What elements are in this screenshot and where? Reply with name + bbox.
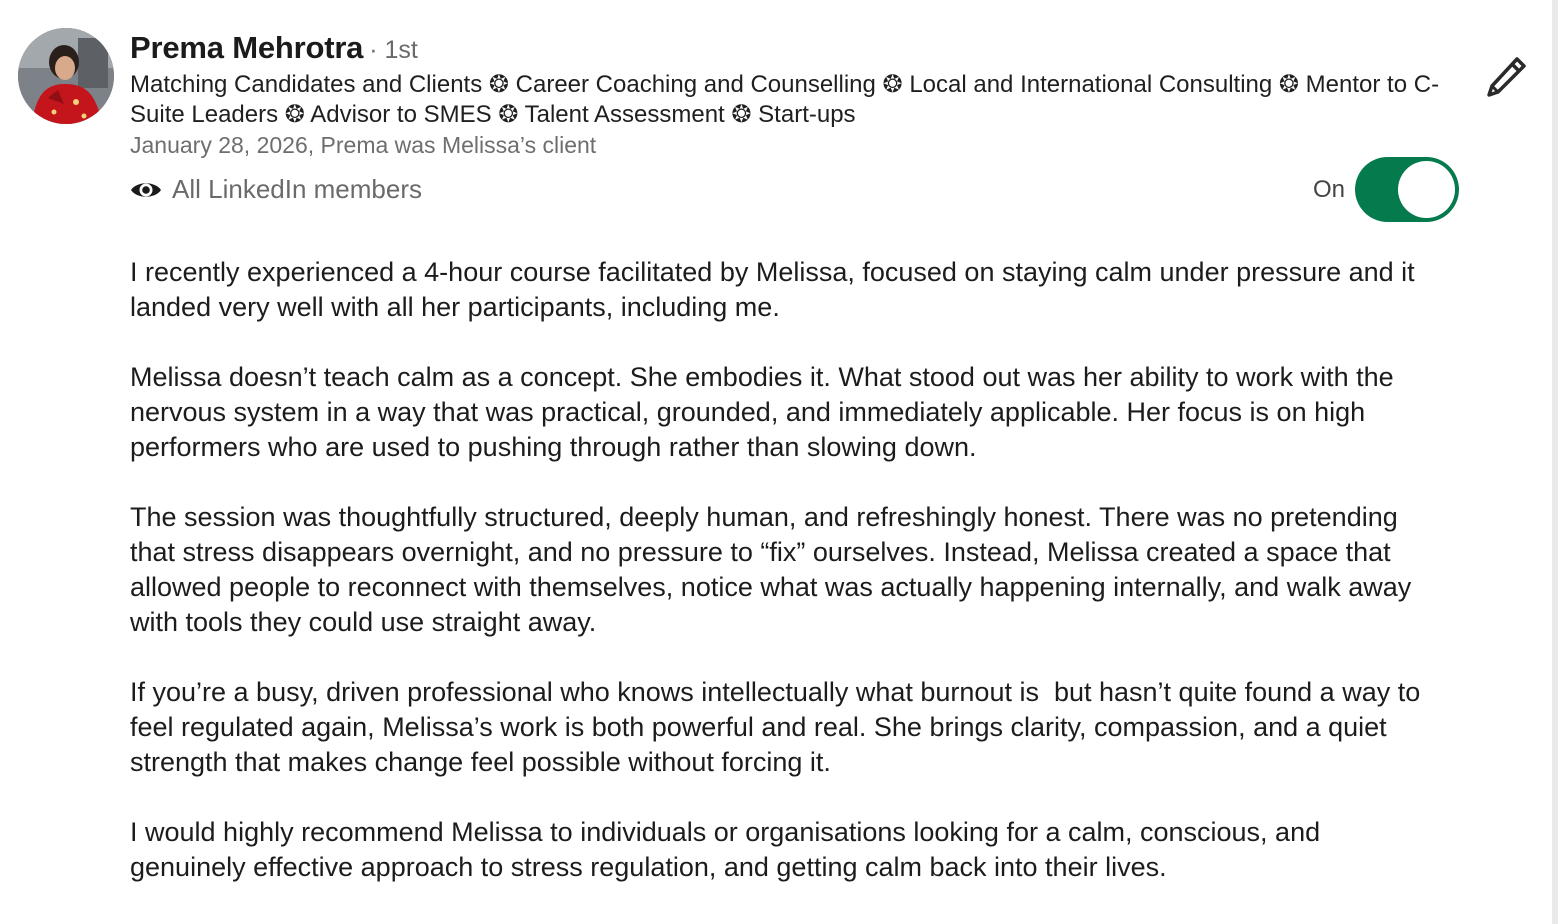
visibility-label: All LinkedIn members: [172, 174, 422, 204]
recommendation-text: [130, 255, 1430, 920]
author-headline: Matching Candidates and Clients ❂ Career Coaching and Counselling ❂ Local and International Consulting ❂ Mentor to C-Suite Leaders ❂ Advisor to SMES ❂ Talent Assessment ❂ Start-ups: [130, 71, 1440, 128]
toggle-knob: [1398, 161, 1455, 218]
recommendation-paragraph: Melissa doesn’t teach calm as a concept. She embodies it. What stood out was her ability to work with the nervous system in a way that was practical, grounded, and immediately applicable. Her focus is on high performers who are used to pushing through rather than slowing down.: [130, 362, 1402, 462]
recommendation-paragraph: If you’re a busy, driven professional who knows intellectually what burnout is but hasn’t quite found a way to feel regulated again, Melissa’s work is both powerful and real. She brings clarity, compassion, and a quiet strength that makes change feel possible without forcing it.: [130, 677, 1428, 777]
name-row: [130, 30, 1450, 68]
recommendation-paragraph: The session was thoughtfully structured, deeply human, and refreshingly honest. There was no pretending that stress disappears overnight, and no pressure to “fix” ourselves. Instead, Melissa created a space that allowed people to reconnect with themselves, notice what was actually happening internally, and walk away with tools they could use straight away.: [130, 502, 1419, 637]
recommendation-paragraph: I recently experienced a 4-hour course facilitated by Melissa, focused on staying calm under pressure and it landed very well with all her participants, including me.: [130, 257, 1423, 322]
author-name[interactable]: Prema Mehrotra: [130, 30, 364, 65]
toggle-state-label: On: [1313, 175, 1346, 203]
recommendation-date: January 28, 2026, Prema was Melissa’s client: [130, 132, 597, 158]
visibility-toggle-group: [1313, 157, 1459, 222]
edit-recommendation-button[interactable]: [1484, 55, 1528, 99]
recommendation-header: [130, 30, 1450, 160]
visibility-setting: [130, 174, 422, 205]
pencil-icon: [1484, 55, 1528, 99]
eye-icon: [130, 179, 162, 201]
author-avatar[interactable]: [18, 28, 114, 124]
connection-degree: · 1st: [369, 36, 418, 64]
recommendation-paragraph: I would highly recommend Melissa to individuals or organisations looking for a calm, conscious, and genuinely effective approach to stress regulation, and getting calm back into their lives.: [130, 817, 1328, 882]
scrollbar-track[interactable]: [1552, 0, 1558, 924]
visibility-toggle[interactable]: [1355, 157, 1459, 222]
avatar-photo: [18, 28, 114, 124]
